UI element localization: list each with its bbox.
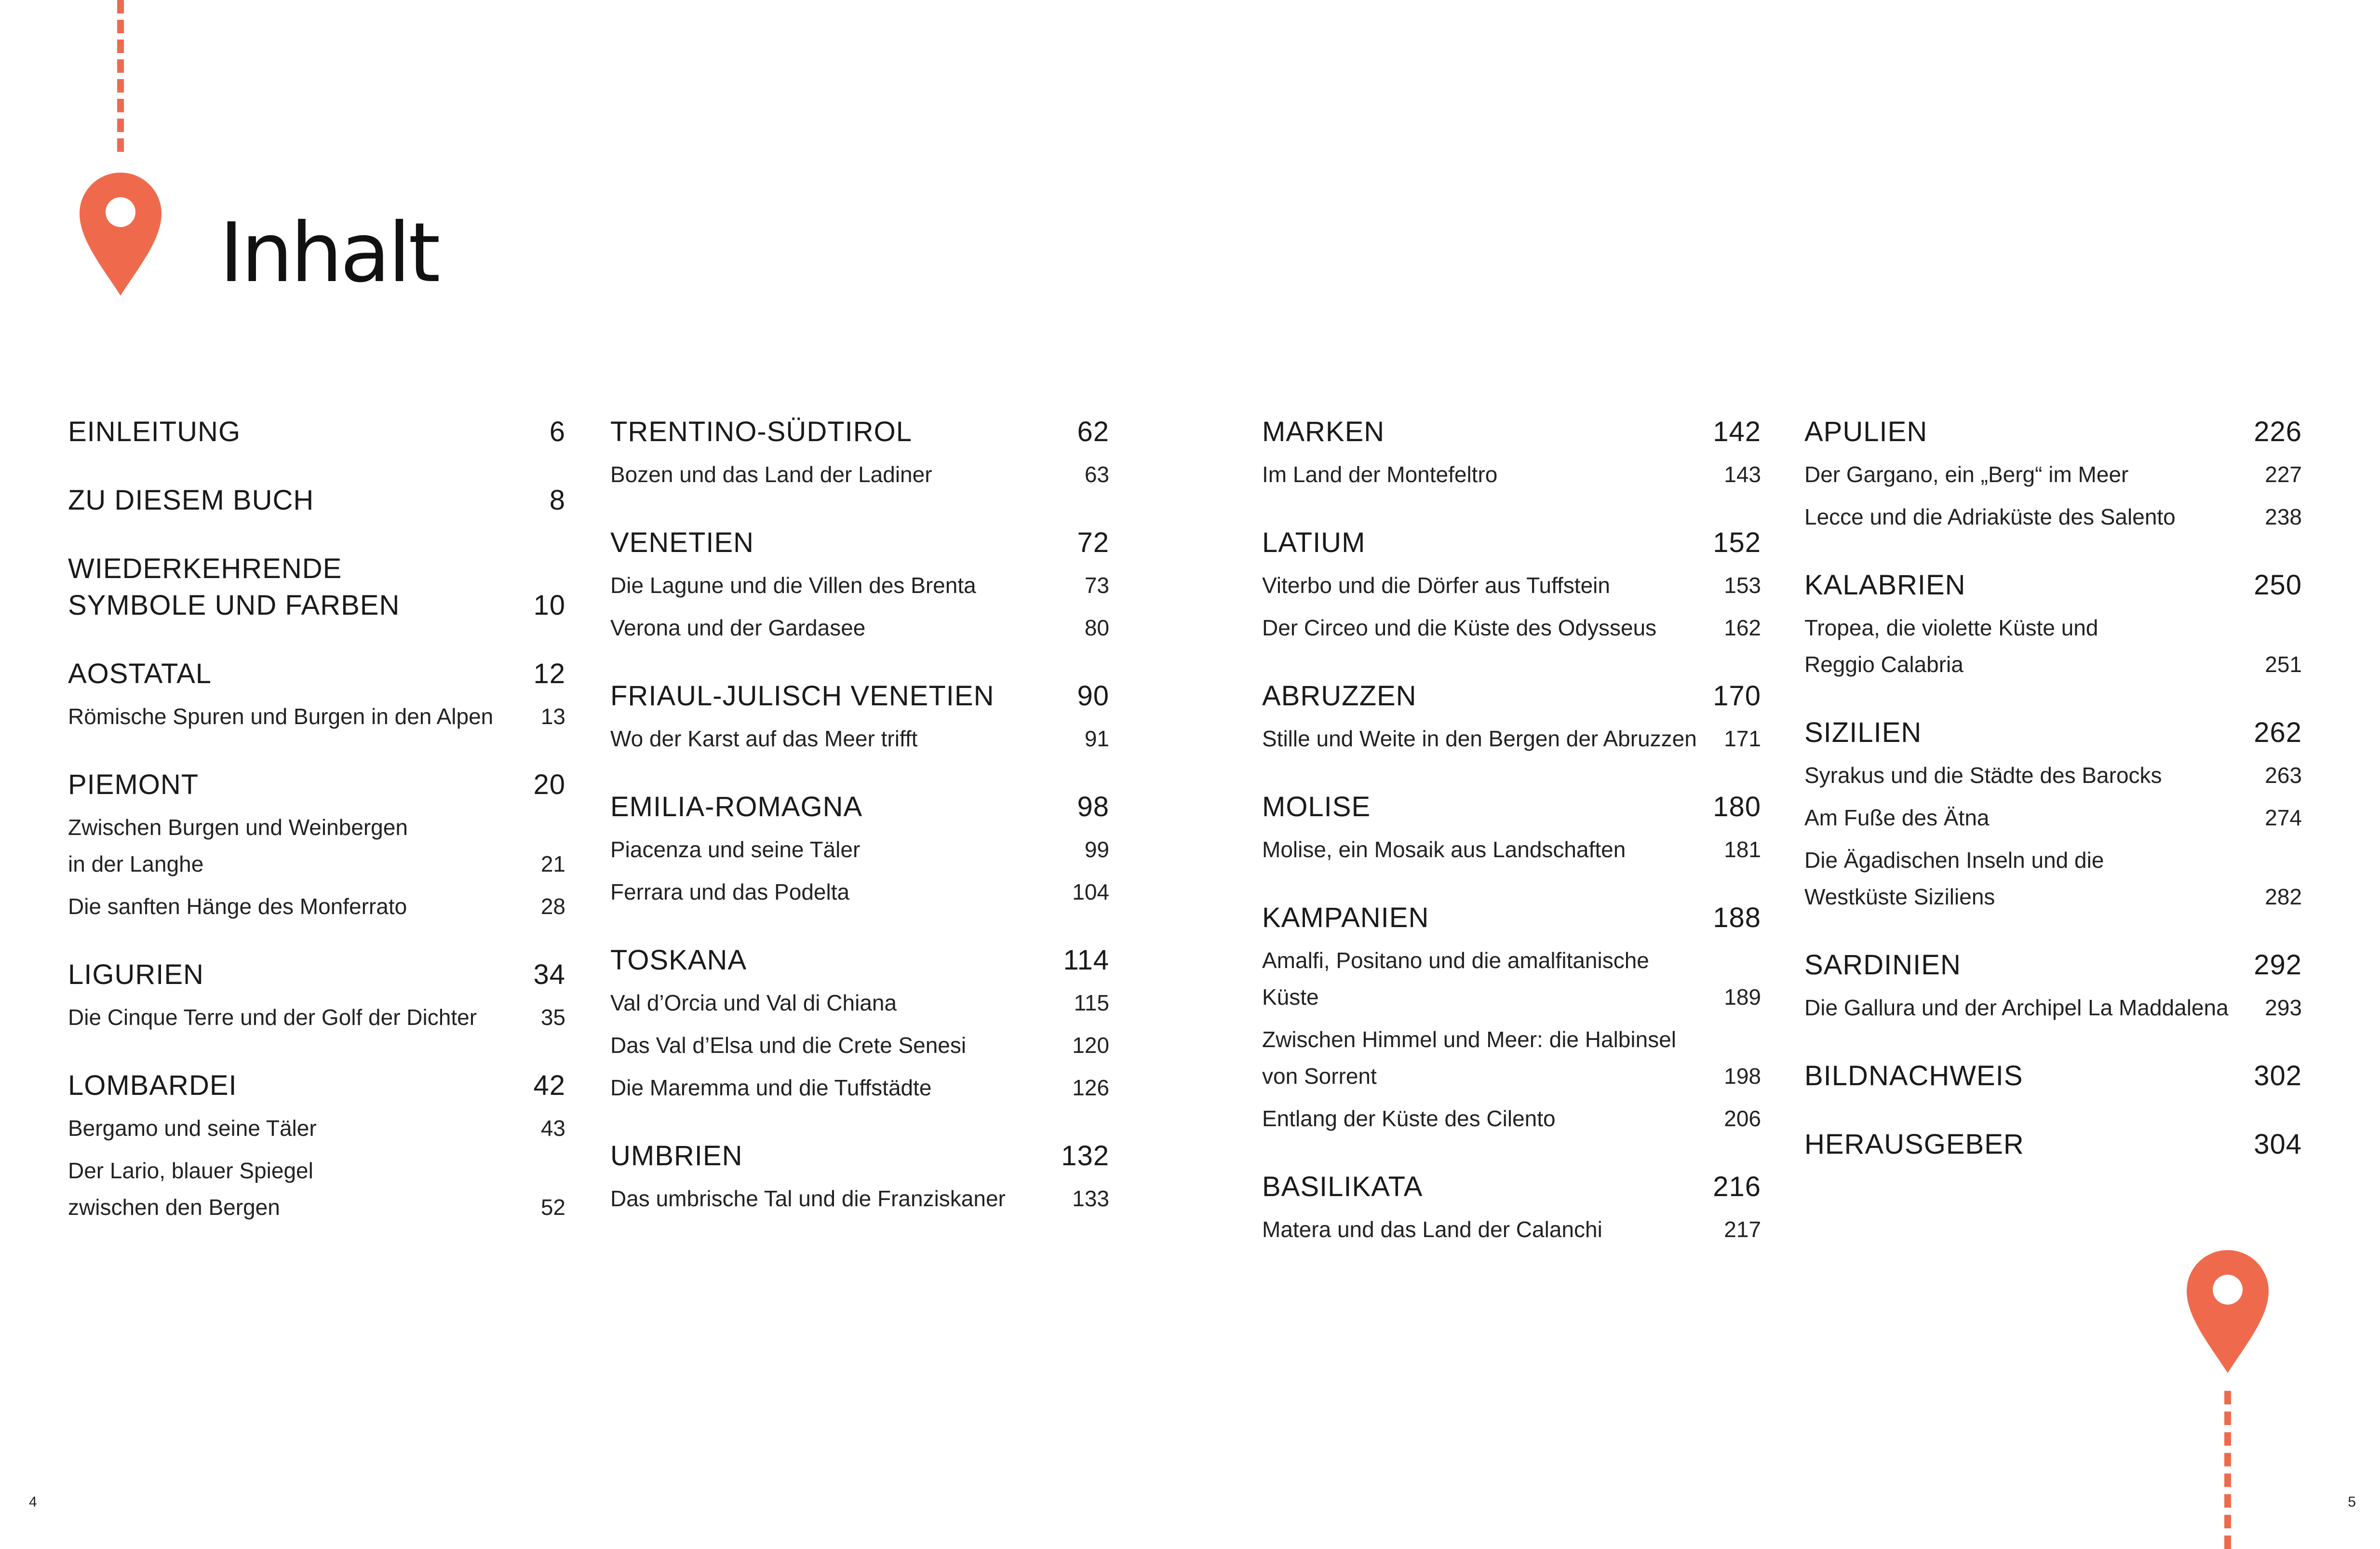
toc-section — [1262, 678, 1761, 757]
toc-section — [610, 789, 1109, 910]
toc-entry-page: 63 — [1084, 462, 1109, 487]
toc-entry-page: 162 — [1724, 615, 1761, 640]
toc-column-4 — [1804, 414, 2302, 1195]
toc-entry-label: Zwischen Himmel und Meer: die Halbinsel von Sorrent — [1262, 1027, 1676, 1089]
toc-entry-page: 282 — [2265, 884, 2302, 909]
toc-entry — [1804, 989, 2302, 1026]
toc-entry-page: 99 — [1084, 837, 1109, 862]
toc-entry-page: 227 — [2265, 462, 2302, 487]
toc-entry-label: Piacenza und seine Täler — [610, 837, 861, 862]
toc-entry-page: 43 — [540, 1116, 565, 1141]
toc-section — [1804, 1126, 2302, 1163]
toc-heading-label: LIGURIEN — [68, 959, 204, 990]
toc-entry-page: 120 — [1072, 1033, 1109, 1058]
toc-entry-page: 28 — [540, 894, 565, 919]
toc-heading — [68, 956, 565, 993]
toc-heading — [68, 1067, 565, 1104]
toc-section — [68, 482, 565, 519]
toc-entry — [1262, 1100, 1761, 1137]
toc-entry — [610, 720, 1109, 757]
toc-entry — [1262, 1021, 1761, 1094]
toc-section — [1804, 714, 2302, 915]
toc-heading-page: 152 — [1713, 527, 1761, 558]
toc-entry — [1262, 720, 1761, 757]
toc-heading-page: 114 — [1063, 944, 1109, 976]
toc-entry-page: 13 — [540, 704, 565, 729]
toc-section — [1804, 1058, 2302, 1094]
toc-heading-label: MOLISE — [1262, 791, 1371, 822]
toc-heading-page: 188 — [1713, 902, 1761, 933]
toc-entry — [1804, 757, 2302, 794]
toc-heading-label: KALABRIEN — [1804, 569, 1966, 601]
toc-entry — [610, 1027, 1109, 1064]
toc-entry-page: 181 — [1724, 837, 1761, 862]
toc-heading — [68, 656, 565, 692]
toc-entry-label: Val d’Orcia und Val di Chiana — [610, 990, 897, 1015]
toc-heading-page: 10 — [533, 590, 565, 621]
toc-section — [1262, 414, 1761, 493]
toc-entry — [68, 1110, 565, 1146]
toc-heading-label: EINLEITUNG — [68, 416, 241, 447]
toc-heading — [1804, 714, 2302, 751]
toc-heading — [1804, 567, 2302, 604]
toc-heading-page: 216 — [1713, 1171, 1761, 1202]
toc-entry — [610, 567, 1109, 604]
toc-heading — [1262, 900, 1761, 936]
toc-heading-page: 250 — [2254, 569, 2302, 601]
toc-heading-page: 34 — [533, 959, 565, 990]
toc-section — [68, 1067, 565, 1226]
toc-entry — [1804, 609, 2302, 683]
toc-heading-label: SIZILIEN — [1804, 717, 1922, 748]
route-dashed-line-bottom — [2224, 1391, 2231, 1549]
map-pin-icon — [80, 173, 161, 296]
toc-entry-label: Der Circeo und die Küste des Odysseus — [1262, 615, 1657, 640]
toc-entry-label: Das umbrische Tal und die Franziskaner — [610, 1186, 1006, 1211]
toc-heading-label: VENETIEN — [610, 527, 754, 558]
toc-entry-page: 21 — [540, 851, 565, 876]
toc-entry-label: Römische Spuren und Burgen in den Alpen — [68, 704, 494, 729]
toc-section — [1804, 947, 2302, 1026]
toc-heading — [1262, 414, 1761, 450]
toc-heading-label: APULIEN — [1804, 416, 1928, 447]
toc-heading-page: 262 — [2254, 717, 2302, 748]
toc-entry-label: Im Land der Montefeltro — [1262, 462, 1498, 487]
toc-heading — [68, 482, 565, 519]
toc-entry-page: 73 — [1084, 573, 1109, 598]
toc-entry — [1262, 456, 1761, 493]
toc-heading-label: BASILIKATA — [1262, 1171, 1423, 1202]
toc-entry-page: 274 — [2265, 805, 2302, 830]
toc-section — [68, 956, 565, 1036]
toc-entry-label: Zwischen Burgen und Weinbergen in der Langhe — [68, 815, 408, 876]
toc-entry — [610, 874, 1109, 910]
toc-entry — [1804, 498, 2302, 535]
toc-heading-page: 12 — [533, 658, 565, 689]
toc-entry-label: Stille und Weite in den Bergen der Abruzzen — [1262, 726, 1697, 751]
toc-section — [1262, 789, 1761, 868]
map-pin-icon — [2187, 1250, 2269, 1373]
toc-heading — [1262, 1169, 1761, 1205]
toc-heading-page: 20 — [533, 769, 565, 800]
toc-heading-page: 226 — [2254, 416, 2302, 447]
toc-section — [610, 678, 1109, 757]
toc-heading-page: 302 — [2254, 1060, 2302, 1091]
toc-heading-label: HERAUSGEBER — [1804, 1129, 2024, 1160]
toc-entry-page: 238 — [2265, 504, 2302, 529]
toc-entry — [68, 1152, 565, 1226]
toc-heading-label: LOMBARDEI — [68, 1070, 237, 1101]
toc-entry-page: 104 — [1072, 879, 1109, 904]
toc-entry — [1804, 456, 2302, 493]
toc-section — [1262, 525, 1761, 646]
toc-entry-label: Viterbo und die Dörfer aus Tuffstein — [1262, 573, 1610, 598]
toc-entry-label: Verona und der Gardasee — [610, 615, 866, 640]
toc-heading — [1262, 525, 1761, 561]
toc-heading-page: 292 — [2254, 949, 2302, 981]
toc-entry-label: Entlang der Küste des Cilento — [1262, 1106, 1556, 1131]
toc-entry-page: 52 — [540, 1195, 565, 1220]
toc-entry-label: Der Lario, blauer Spiegel zwischen den Bergen — [68, 1158, 313, 1220]
toc-entry-page: 115 — [1074, 990, 1109, 1015]
toc-entry-page: 153 — [1724, 573, 1761, 598]
toc-heading — [610, 414, 1109, 450]
toc-section — [610, 1138, 1109, 1217]
toc-heading-label: LATIUM — [1262, 527, 1366, 558]
toc-entry-page: 91 — [1084, 726, 1109, 751]
toc-entry — [610, 1069, 1109, 1106]
toc-section — [610, 414, 1109, 493]
toc-entry — [610, 984, 1109, 1021]
toc-entry-label: Amalfi, Positano und die amalfitanische Küste — [1262, 948, 1649, 1010]
page-number-left: 4 — [29, 1494, 37, 1510]
toc-heading — [1804, 414, 2302, 450]
toc-entry-page: 189 — [1724, 984, 1761, 1010]
toc-heading-label: UMBRIEN — [610, 1140, 743, 1172]
toc-heading-page: 42 — [533, 1070, 565, 1101]
toc-entry-label: Molise, ein Mosaik aus Landschaften — [1262, 837, 1626, 862]
toc-entry-label: Lecce und die Adriaküste des Salento — [1804, 504, 2176, 529]
toc-heading-label: BILDNACHWEIS — [1804, 1060, 2023, 1091]
toc-entry — [1804, 842, 2302, 915]
toc-heading-label: MARKEN — [1262, 416, 1385, 447]
toc-heading — [610, 789, 1109, 825]
toc-section — [1804, 567, 2302, 683]
toc-heading-label: AOSTATAL — [68, 658, 212, 689]
toc-entry-page: 126 — [1072, 1075, 1109, 1100]
toc-entry — [1262, 831, 1761, 868]
toc-heading — [610, 942, 1109, 979]
toc-entry-page: 80 — [1084, 615, 1109, 640]
toc-entry — [610, 831, 1109, 868]
toc-section — [1262, 900, 1761, 1137]
toc-heading-page: 90 — [1077, 680, 1109, 712]
toc-heading-label: WIEDERKEHRENDE SYMBOLE UND FARBEN — [68, 553, 400, 621]
toc-entry-label: Syrakus und die Städte des Barocks — [1804, 763, 2162, 788]
toc-entry — [1804, 799, 2302, 836]
toc-heading — [1804, 1126, 2302, 1163]
toc-heading — [1804, 1058, 2302, 1094]
toc-heading-label: TRENTINO-SÜDTIROL — [610, 416, 912, 447]
toc-entry-label: Die Cinque Terre und der Golf der Dichter — [68, 1005, 477, 1030]
toc-entry-page: 217 — [1724, 1217, 1761, 1242]
toc-section — [610, 942, 1109, 1106]
toc-entry-label: Die sanften Hänge des Monferrato — [68, 894, 407, 919]
toc-entry — [610, 1180, 1109, 1217]
toc-section — [610, 525, 1109, 646]
toc-entry — [610, 609, 1109, 646]
toc-heading-label: KAMPANIEN — [1262, 902, 1429, 933]
toc-heading-page: 8 — [549, 485, 565, 516]
toc-heading-label: FRIAUL-JULISCH VENETIEN — [610, 680, 995, 712]
toc-heading — [68, 767, 565, 803]
route-dashed-line-top — [117, 0, 124, 152]
page-number-right: 5 — [2348, 1494, 2356, 1510]
toc-entry-page: 198 — [1724, 1064, 1761, 1089]
toc-entry-label: Bozen und das Land der Ladiner — [610, 462, 932, 487]
toc-heading — [1804, 947, 2302, 983]
toc-column-2 — [610, 414, 1109, 1249]
toc-column-3 — [1262, 414, 1761, 1280]
toc-heading — [1262, 678, 1761, 714]
toc-entry-page: 171 — [1724, 726, 1761, 751]
toc-entry — [68, 809, 565, 882]
toc-heading-page: 72 — [1077, 527, 1109, 558]
toc-entry-label: Der Gargano, ein „Berg“ im Meer — [1804, 462, 2129, 487]
right-page — [1190, 0, 2380, 1549]
toc-heading-label: ZU DIESEM BUCH — [68, 485, 314, 516]
toc-entry — [1262, 1211, 1761, 1248]
toc-entry-label: Die Ägadischen Inseln und die Westküste Siziliens — [1804, 848, 2104, 909]
toc-heading — [610, 525, 1109, 561]
toc-heading-label: ABRUZZEN — [1262, 680, 1417, 712]
toc-entry-page: 251 — [2265, 652, 2302, 677]
toc-heading-page: 142 — [1713, 416, 1761, 447]
toc-heading — [610, 678, 1109, 714]
toc-section — [68, 414, 565, 450]
toc-heading-label: TOSKANA — [610, 944, 747, 976]
toc-entry — [1262, 567, 1761, 604]
toc-entry-label: Die Lagune und die Villen des Brenta — [610, 573, 976, 598]
toc-entry — [610, 456, 1109, 493]
toc-entry-label: Ferrara und das Podelta — [610, 879, 850, 904]
toc-entry-page: 35 — [540, 1005, 565, 1030]
toc-entry-label: Am Fuße des Ätna — [1804, 805, 1990, 830]
toc-heading — [68, 551, 565, 624]
toc-section — [68, 656, 565, 735]
toc-entry-label: Die Maremma und die Tuffstädte — [610, 1075, 932, 1100]
toc-section — [1262, 1169, 1761, 1248]
toc-entry-page: 143 — [1724, 462, 1761, 487]
toc-entry-page: 293 — [2265, 995, 2302, 1020]
toc-heading-label: PIEMONT — [68, 769, 199, 800]
toc-heading-page: 98 — [1077, 791, 1109, 822]
toc-entry-label: Die Gallura und der Archipel La Maddalena — [1804, 995, 2229, 1020]
toc-section — [68, 551, 565, 624]
toc-entry — [68, 888, 565, 925]
toc-entry-page: 263 — [2265, 763, 2302, 788]
toc-section — [68, 767, 565, 925]
toc-entry — [68, 999, 565, 1036]
toc-entry-label: Tropea, die violette Küste und Reggio Calabria — [1804, 615, 2098, 677]
toc-entry-page: 206 — [1724, 1106, 1761, 1131]
toc-section — [1804, 414, 2302, 535]
toc-heading-label: SARDINIEN — [1804, 949, 1961, 981]
toc-heading-page: 6 — [549, 416, 565, 447]
toc-heading — [68, 414, 565, 450]
toc-heading — [610, 1138, 1109, 1174]
toc-heading-page: 132 — [1061, 1140, 1109, 1172]
toc-entry-label: Wo der Karst auf das Meer trifft — [610, 726, 918, 751]
toc-entry-label: Das Val d’Elsa und die Crete Senesi — [610, 1033, 967, 1058]
toc-entry-label: Bergamo und seine Täler — [68, 1116, 317, 1141]
toc-heading-page: 180 — [1713, 791, 1761, 822]
toc-entry — [1262, 609, 1761, 646]
toc-heading-label: EMILIA-ROMAGNA — [610, 791, 863, 822]
page-title: Inhalt — [219, 205, 438, 301]
toc-heading-page: 62 — [1077, 416, 1109, 447]
toc-heading-page: 170 — [1713, 680, 1761, 712]
toc-entry — [1262, 942, 1761, 1015]
toc-heading — [1262, 789, 1761, 825]
toc-entry-page: 133 — [1072, 1186, 1109, 1211]
toc-entry — [68, 698, 565, 735]
toc-entry-label: Matera und das Land der Calanchi — [1262, 1217, 1602, 1242]
toc-column-1 — [68, 414, 565, 1257]
toc-heading-page: 304 — [2254, 1129, 2302, 1160]
